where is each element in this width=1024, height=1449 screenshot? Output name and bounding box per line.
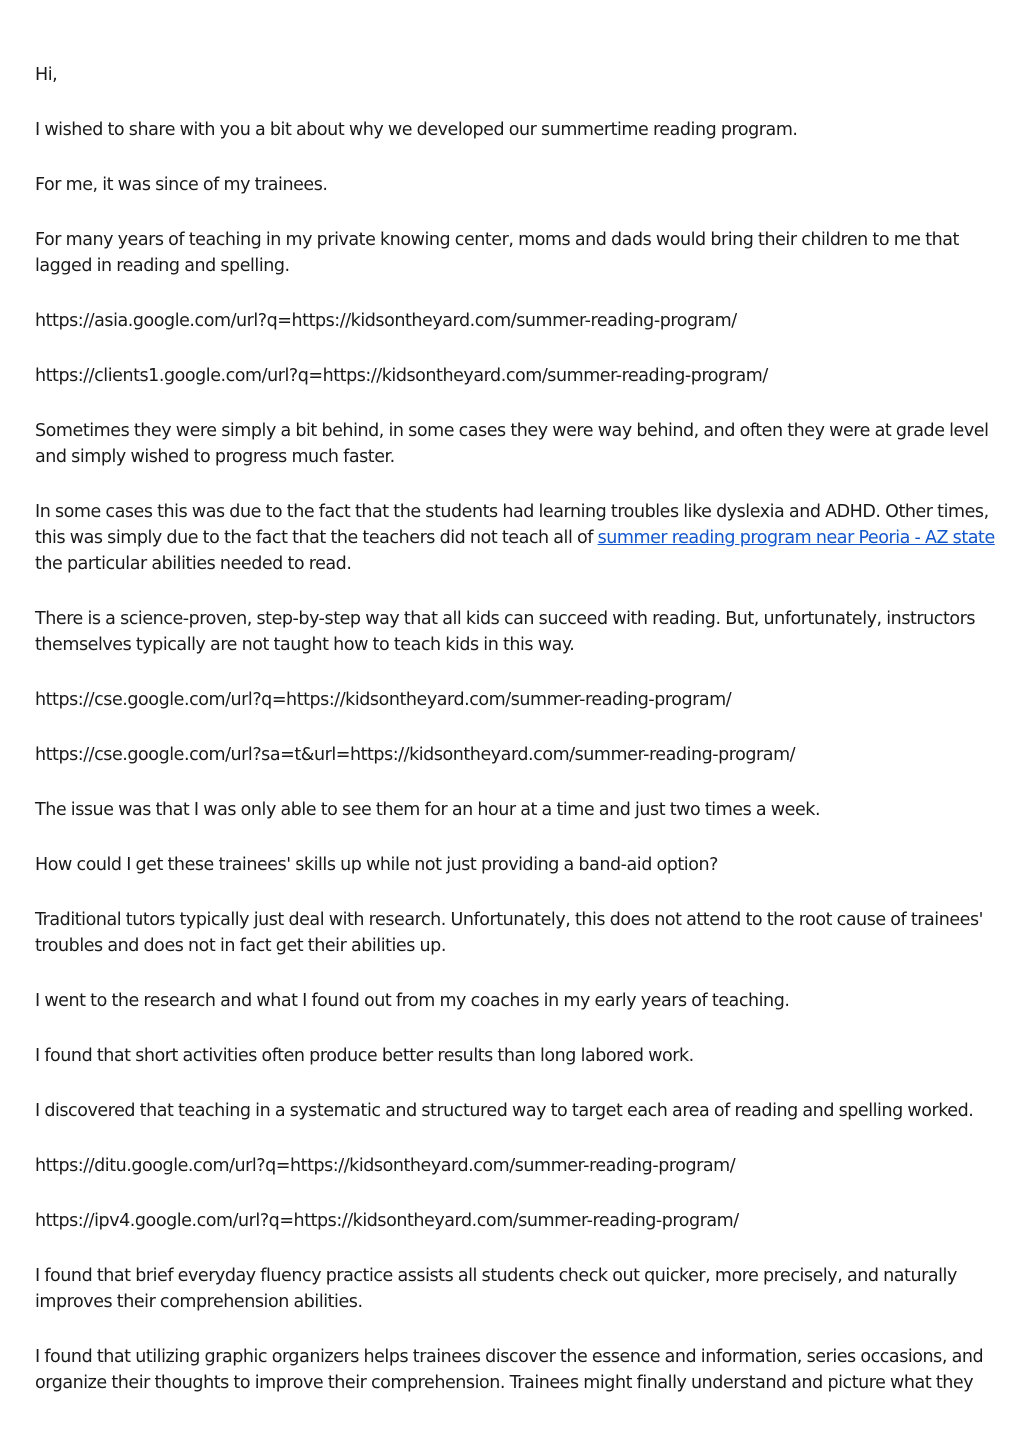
greeting: Hi, — [35, 65, 58, 85]
paragraph-dyslexia — [35, 499, 995, 577]
paragraph-dyslexia-tail: the particular abilities needed to read. — [35, 554, 352, 574]
url-text-asia: https://asia.google.com/url?q=https://kidsontheyard.com/summer-reading-program/ — [35, 311, 737, 331]
paragraph-science-proven: There is a science-proven, step-by-step way that all kids can succeed with reading. But, unfortunately, instructors themselves typically are not taught how to teach kids in this way. — [35, 609, 976, 655]
paragraph-fluency: I found that brief everyday fluency practice assists all students check out quicker, more precisely, and naturally improves their comprehension abilities. — [35, 1266, 957, 1312]
paragraph-short-activities: I found that short activities often produce better results than long labored work. — [35, 1046, 694, 1066]
document-body — [35, 62, 995, 1425]
paragraph-research: I went to the research and what I found out from my coaches in my early years of teaching. — [35, 991, 790, 1011]
summer-reading-program-link[interactable]: summer reading program near Peoria - AZ state — [597, 528, 995, 548]
paragraph-band-aid: How could I get these trainees' skills up while not just providing a band-aid option? — [35, 855, 718, 875]
url-text-cse-q: https://cse.google.com/url?q=https://kidsontheyard.com/summer-reading-program/ — [35, 690, 732, 710]
paragraph-intro: I wished to share with you a bit about why we developed our summertime reading program. — [35, 120, 798, 140]
url-text-ditu: https://ditu.google.com/url?q=https://kidsontheyard.com/summer-reading-program/ — [35, 1156, 736, 1176]
url-text-ipv4: https://ipv4.google.com/url?q=https://kidsontheyard.com/summer-reading-program/ — [35, 1211, 739, 1231]
paragraph-hour-a-time: The issue was that I was only able to see them for an hour at a time and just two times a week. — [35, 800, 821, 820]
paragraph-learning-center: For many years of teaching in my private knowing center, moms and dads would bring their children to me that lagged in reading and spelling. — [35, 230, 959, 276]
paragraph-trainees: For me, it was since of my trainees. — [35, 175, 328, 195]
paragraph-dyslexia-text: In some cases this was due to the fact that the students had learning troubles like dyslexia and ADHD. Other times, this was simply due to the fact that the teachers did not teach all of — [35, 502, 989, 548]
url-text-cse-sa: https://cse.google.com/url?sa=t&url=https://kidsontheyard.com/summer-reading-program/ — [35, 745, 796, 765]
paragraph-traditional-tutors: Traditional tutors typically just deal with research. Unfortunately, this does not attend to the root cause of trainees' troubles and does not in fact get their abilities up. — [35, 910, 984, 956]
paragraph-graphic-organizers: I found that utilizing graphic organizers helps trainees discover the essence and information, series occasions, and organize their thoughts to improve their comprehension. Trainees might finally understand and picture what they — [35, 1347, 984, 1393]
url-text-clients1: https://clients1.google.com/url?q=https://kidsontheyard.com/summer-reading-program/ — [35, 366, 768, 386]
paragraph-behind: Sometimes they were simply a bit behind, in some cases they were way behind, and often they were at grade level and simply wished to progress much faster. — [35, 421, 989, 467]
paragraph-systematic: I discovered that teaching in a systematic and structured way to target each area of reading and spelling worked. — [35, 1101, 974, 1121]
